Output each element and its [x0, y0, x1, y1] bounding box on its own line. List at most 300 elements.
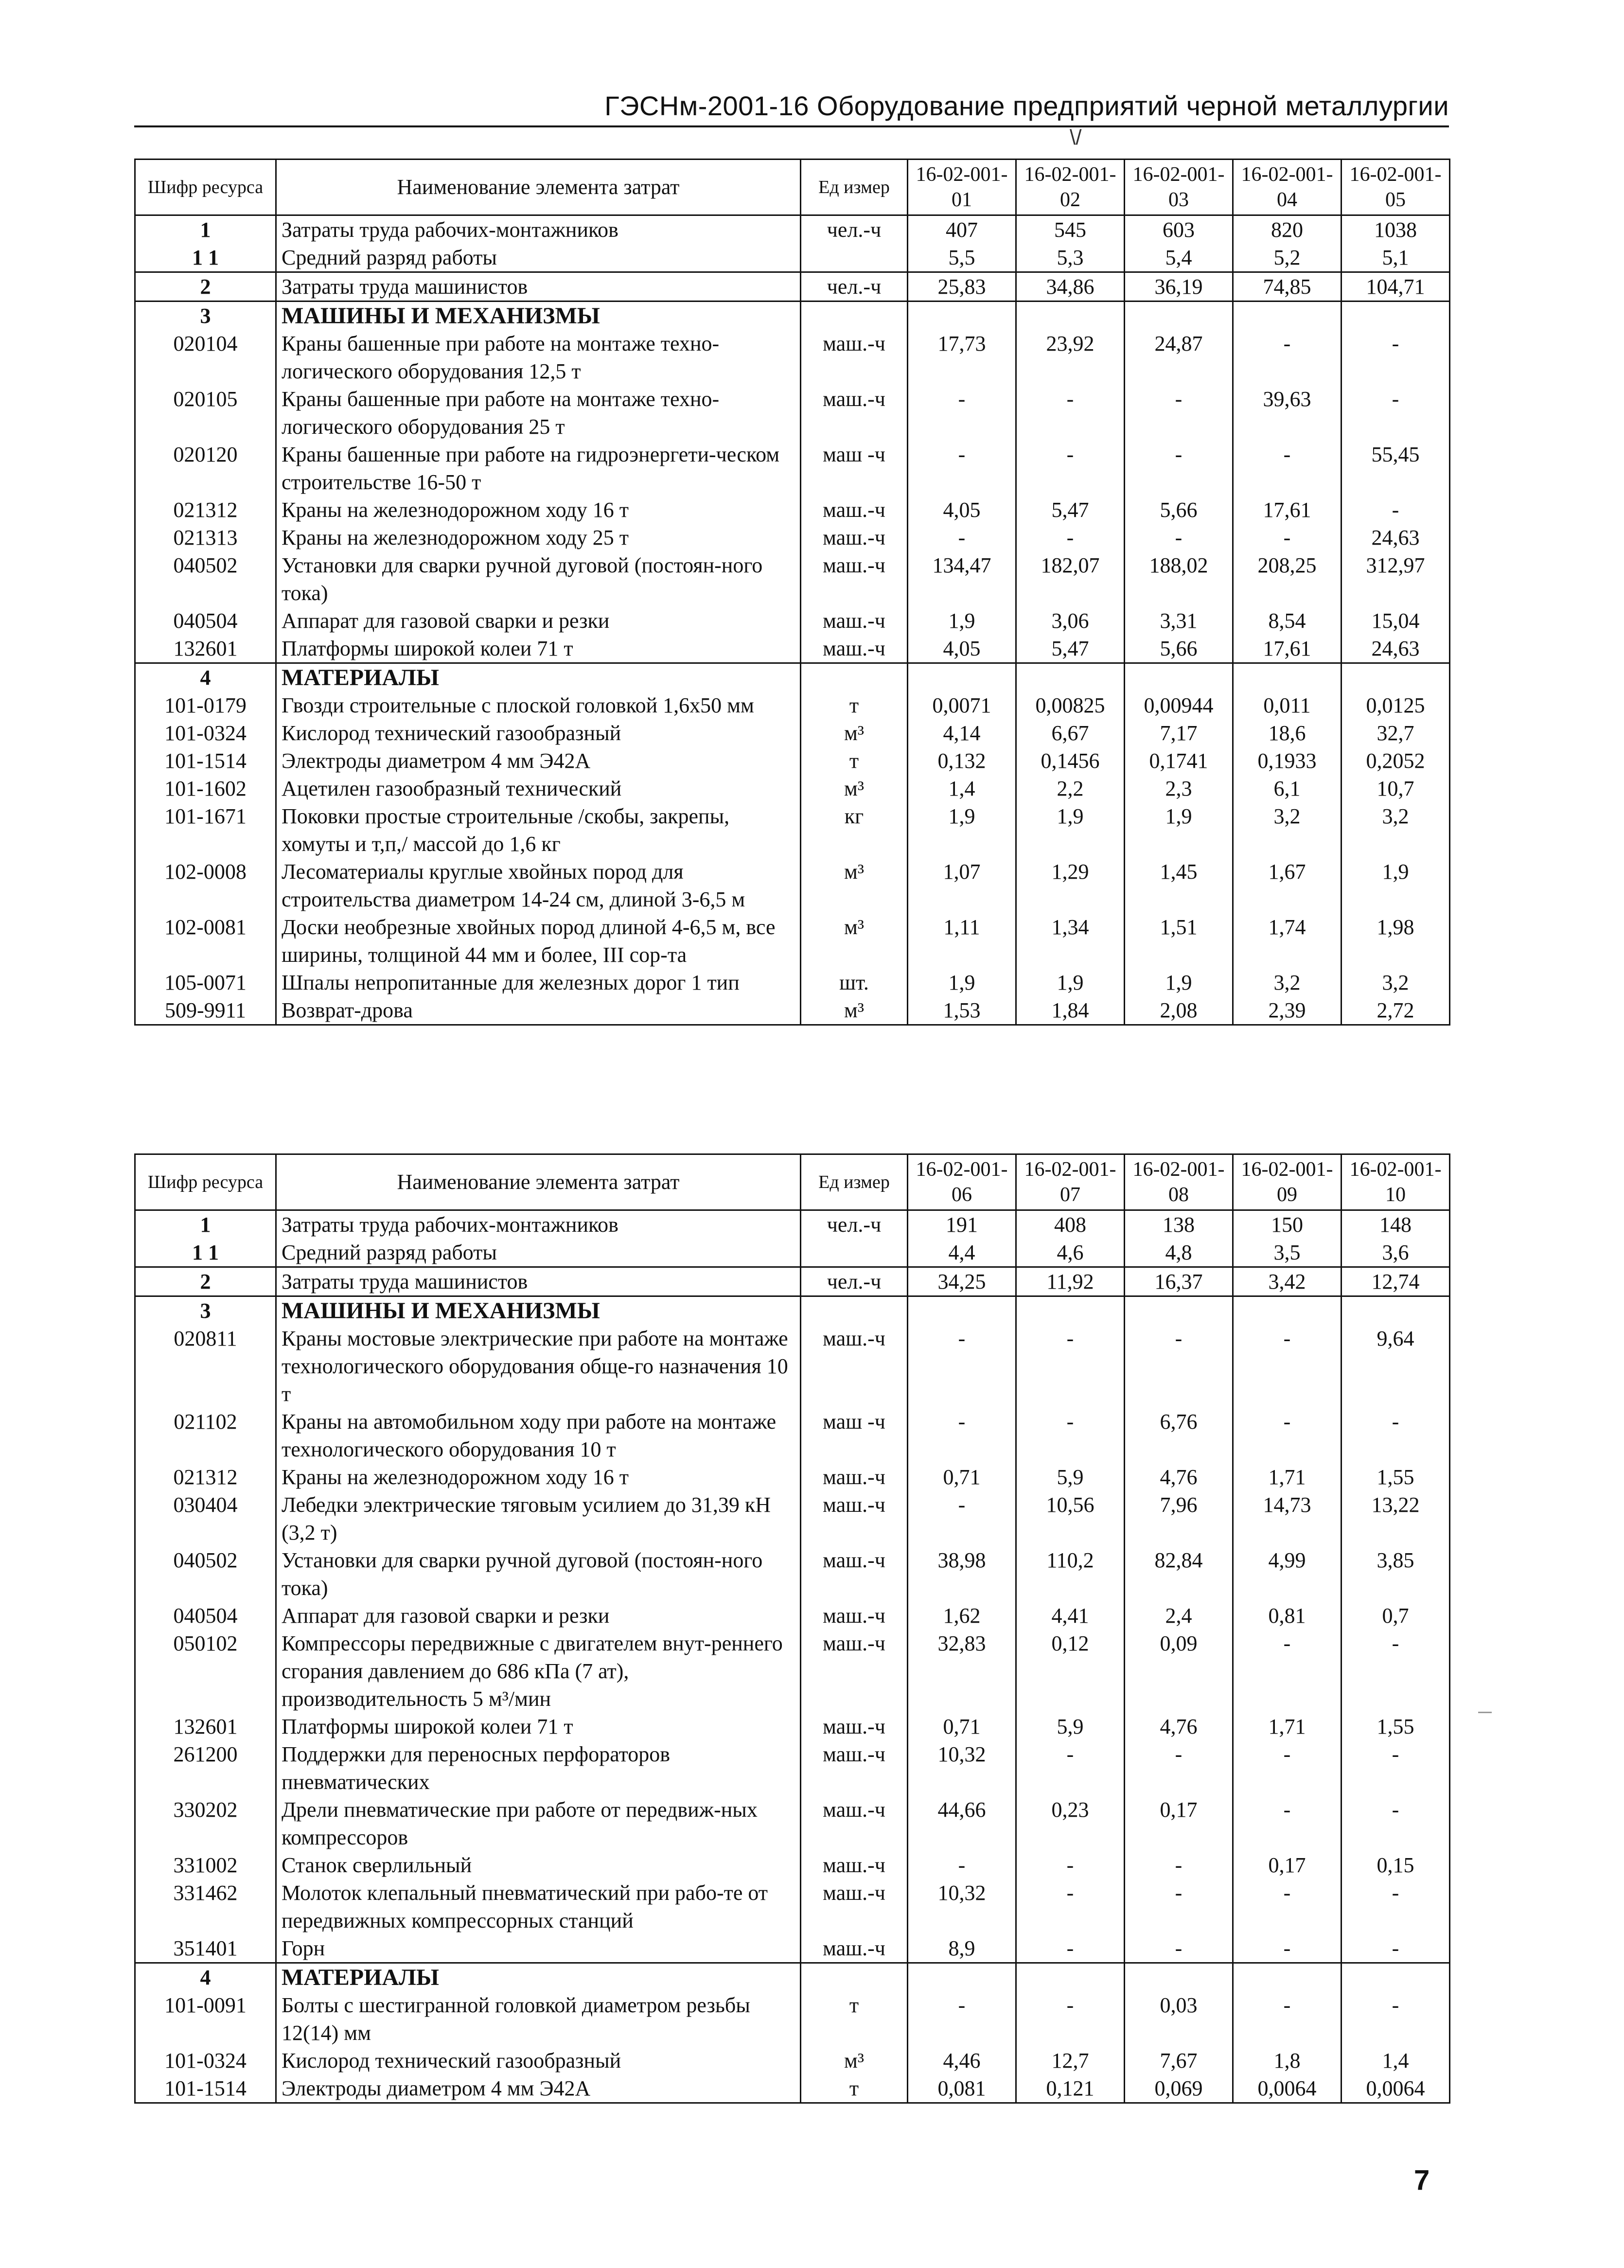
value-cell: 3,85	[1342, 1546, 1450, 1602]
unit-cell: маш.-ч	[801, 1740, 908, 1796]
value-cell	[1125, 301, 1233, 330]
column-header: 16-02-001-02	[1016, 159, 1125, 215]
value-cell: 3,42	[1233, 1267, 1342, 1296]
unit-cell: шт.	[801, 969, 908, 996]
value-cell: 1,11	[908, 913, 1016, 969]
column-header: 16-02-001-08	[1125, 1154, 1233, 1210]
table-row	[135, 1267, 1450, 1296]
value-cell: 5,47	[1016, 496, 1125, 524]
resource-name-cell: Средний разряд работы	[276, 244, 801, 272]
resource-code-cell: 020811	[135, 1325, 276, 1408]
value-cell	[1233, 663, 1342, 692]
value-cell: -	[1342, 1934, 1450, 1963]
value-cell: -	[1016, 385, 1125, 441]
table-row	[135, 775, 1450, 802]
margin-dash	[1478, 1712, 1492, 1713]
table-row	[135, 802, 1450, 858]
value-cell: 4,99	[1233, 1546, 1342, 1602]
resource-name-cell: МАТЕРИАЛЫ	[276, 663, 801, 692]
table-row	[135, 1851, 1450, 1879]
value-cell: 39,63	[1233, 385, 1342, 441]
check-mark: \/	[1070, 125, 1082, 149]
resource-name-cell: МАТЕРИАЛЫ	[276, 1963, 801, 1992]
resource-code-cell: 2	[135, 1267, 276, 1296]
value-cell: -	[1342, 496, 1450, 524]
resource-name-cell: Электроды диаметром 4 мм Э42А	[276, 2074, 801, 2103]
value-cell: 4,76	[1125, 1463, 1233, 1491]
value-cell: -	[908, 524, 1016, 551]
value-cell: 4,4	[908, 1239, 1016, 1267]
unit-cell: м³	[801, 996, 908, 1025]
resource-name-cell: Шпалы непропитанные для железных дорог 1 тип	[276, 969, 801, 996]
value-cell: 5,66	[1125, 496, 1233, 524]
resource-name-cell: Затраты труда машинистов	[276, 272, 801, 301]
value-cell: -	[1342, 385, 1450, 441]
unit-cell: маш.-ч	[801, 1463, 908, 1491]
value-cell: 4,8	[1125, 1239, 1233, 1267]
value-cell: 408	[1016, 1210, 1125, 1239]
unit-cell: т	[801, 1991, 908, 2047]
unit-cell: м³	[801, 858, 908, 913]
value-cell: 134,47	[908, 551, 1016, 607]
value-cell: -	[908, 1491, 1016, 1546]
value-cell: 4,14	[908, 719, 1016, 747]
table-row	[135, 1713, 1450, 1740]
value-cell	[908, 1963, 1016, 1992]
value-cell: 0,2052	[1342, 747, 1450, 775]
value-cell: 110,2	[1016, 1546, 1125, 1602]
unit-cell: маш.-ч	[801, 496, 908, 524]
column-header: Ед измер	[801, 159, 908, 215]
value-cell	[1125, 1296, 1233, 1325]
value-cell: 2,4	[1125, 1602, 1233, 1630]
value-cell: 1038	[1342, 215, 1450, 244]
value-cell: 36,19	[1125, 272, 1233, 301]
table-row	[135, 1210, 1450, 1239]
resource-code-cell: 020105	[135, 385, 276, 441]
table-row	[135, 1325, 1450, 1408]
value-cell	[1125, 663, 1233, 692]
value-cell	[1016, 1963, 1125, 1992]
column-header: Шифр ресурса	[135, 159, 276, 215]
column-header: 16-02-001-10	[1342, 1154, 1450, 1210]
table-row	[135, 607, 1450, 635]
table-row	[135, 2047, 1450, 2074]
value-cell	[1342, 663, 1450, 692]
column-header: 16-02-001-07	[1016, 1154, 1125, 1210]
table-row	[135, 969, 1450, 996]
value-cell: 1,9	[908, 607, 1016, 635]
value-cell: 7,96	[1125, 1491, 1233, 1546]
value-cell: -	[1125, 1879, 1233, 1934]
value-cell: 5,47	[1016, 635, 1125, 663]
value-cell: -	[1016, 1934, 1125, 1963]
value-cell: 55,45	[1342, 441, 1450, 496]
resource-name-cell: Краны на железнодорожном ходу 16 т	[276, 1463, 801, 1491]
value-cell: 4,46	[908, 2047, 1016, 2074]
table-row	[135, 301, 1450, 330]
value-cell: -	[1125, 441, 1233, 496]
table-row	[135, 1546, 1450, 1602]
value-cell: -	[1233, 1796, 1342, 1851]
unit-cell: маш.-ч	[801, 1934, 908, 1963]
value-cell: 0,081	[908, 2074, 1016, 2103]
value-cell: 12,7	[1016, 2047, 1125, 2074]
value-cell: 2,2	[1016, 775, 1125, 802]
value-cell: -	[1233, 1325, 1342, 1408]
resource-code-cell: 021102	[135, 1408, 276, 1463]
value-cell: 0,09	[1125, 1630, 1233, 1713]
value-cell: 0,23	[1016, 1796, 1125, 1851]
value-cell: 1,9	[1125, 802, 1233, 858]
resource-name-cell: Установки для сварки ручной дуговой (постоян-ного тока)	[276, 1546, 801, 1602]
value-cell: 2,72	[1342, 996, 1450, 1025]
value-cell: 11,92	[1016, 1267, 1125, 1296]
value-cell: 0,0125	[1342, 691, 1450, 719]
value-cell	[1125, 1963, 1233, 1992]
value-cell: 3,2	[1233, 802, 1342, 858]
resource-name-cell: МАШИНЫ И МЕХАНИЗМЫ	[276, 301, 801, 330]
value-cell: 3,6	[1342, 1239, 1450, 1267]
resource-code-cell: 102-0008	[135, 858, 276, 913]
value-cell: 8,9	[908, 1934, 1016, 1963]
resource-code-cell: 040502	[135, 1546, 276, 1602]
value-cell: 1,07	[908, 858, 1016, 913]
value-cell: 1,98	[1342, 913, 1450, 969]
value-cell: 0,17	[1233, 1851, 1342, 1879]
resource-code-cell: 351401	[135, 1934, 276, 1963]
value-cell: 0,71	[908, 1713, 1016, 1740]
value-cell: 5,9	[1016, 1463, 1125, 1491]
value-cell: -	[1016, 1408, 1125, 1463]
value-cell: 2,39	[1233, 996, 1342, 1025]
value-cell: 2,08	[1125, 996, 1233, 1025]
value-cell: 17,73	[908, 330, 1016, 385]
value-cell: 1,9	[1125, 969, 1233, 996]
table-row	[135, 635, 1450, 663]
value-cell: 1,53	[908, 996, 1016, 1025]
resource-code-cell: 1	[135, 1210, 276, 1239]
column-header: Наименование элемента затрат	[276, 1154, 801, 1210]
value-cell: -	[1342, 1879, 1450, 1934]
table-row	[135, 1408, 1450, 1463]
resource-code-cell: 3	[135, 1296, 276, 1325]
column-header: 16-02-001-04	[1233, 159, 1342, 215]
value-cell: 0,15	[1342, 1851, 1450, 1879]
value-cell	[1342, 301, 1450, 330]
value-cell: 545	[1016, 215, 1125, 244]
value-cell: -	[1233, 441, 1342, 496]
value-cell: 208,25	[1233, 551, 1342, 607]
unit-cell	[801, 1296, 908, 1325]
value-cell	[1233, 1963, 1342, 1992]
resource-code-cell: 101-1671	[135, 802, 276, 858]
column-header: Наименование элемента затрат	[276, 159, 801, 215]
resource-name-cell: Краны башенные при работе на монтаже техно-логического оборудования 12,5 т	[276, 330, 801, 385]
resource-name-cell: Краны на железнодорожном ходу 16 т	[276, 496, 801, 524]
value-cell: 1,55	[1342, 1713, 1450, 1740]
value-cell: 18,6	[1233, 719, 1342, 747]
value-cell: 0,011	[1233, 691, 1342, 719]
resource-name-cell: Поддержки для переносных перфораторов пневматических	[276, 1740, 801, 1796]
value-cell: -	[1016, 441, 1125, 496]
value-cell: 1,34	[1016, 913, 1125, 969]
resource-name-cell: Краны мостовые электрические при работе на монтаже технологического оборудования обще-го назначения 10 т	[276, 1325, 801, 1408]
value-cell	[1233, 1296, 1342, 1325]
value-cell: 0,0064	[1233, 2074, 1342, 2103]
value-cell: 10,56	[1016, 1491, 1125, 1546]
value-cell: 1,51	[1125, 913, 1233, 969]
value-cell: 10,32	[908, 1740, 1016, 1796]
table-row	[135, 1934, 1450, 1963]
value-cell: 4,41	[1016, 1602, 1125, 1630]
table-header-row	[135, 1154, 1450, 1210]
resource-code-cell: 101-0179	[135, 691, 276, 719]
value-cell	[1342, 1296, 1450, 1325]
resource-name-cell: Средний разряд работы	[276, 1239, 801, 1267]
resource-name-cell: Кислород технический газообразный	[276, 2047, 801, 2074]
table-row	[135, 719, 1450, 747]
value-cell: 8,54	[1233, 607, 1342, 635]
value-cell: 5,5	[908, 244, 1016, 272]
table-row	[135, 747, 1450, 775]
value-cell: -	[908, 1851, 1016, 1879]
value-cell: -	[1233, 1740, 1342, 1796]
value-cell: 138	[1125, 1210, 1233, 1239]
value-cell: 24,63	[1342, 524, 1450, 551]
value-cell: 148	[1342, 1210, 1450, 1239]
value-cell: 1,45	[1125, 858, 1233, 913]
unit-cell: маш.-ч	[801, 635, 908, 663]
unit-cell: чел.-ч	[801, 272, 908, 301]
value-cell: -	[1125, 1851, 1233, 1879]
table-row	[135, 1991, 1450, 2047]
unit-cell	[801, 1963, 908, 1992]
value-cell: 15,04	[1342, 607, 1450, 635]
value-cell: 24,63	[1342, 635, 1450, 663]
table-row	[135, 1491, 1450, 1546]
value-cell: -	[1233, 1879, 1342, 1934]
unit-cell: маш -ч	[801, 1408, 908, 1463]
unit-cell: маш.-ч	[801, 1602, 908, 1630]
resource-table-1	[134, 159, 1450, 1026]
value-cell: -	[1016, 1325, 1125, 1408]
unit-cell: м³	[801, 2047, 908, 2074]
table-row	[135, 551, 1450, 607]
value-cell: -	[1016, 1991, 1125, 2047]
column-header: 16-02-001-06	[908, 1154, 1016, 1210]
value-cell: 7,17	[1125, 719, 1233, 747]
unit-cell: маш -ч	[801, 441, 908, 496]
column-header: Шифр ресурса	[135, 1154, 276, 1210]
value-cell: 1,29	[1016, 858, 1125, 913]
value-cell: -	[1342, 1408, 1450, 1463]
value-cell: 191	[908, 1210, 1016, 1239]
value-cell: -	[1233, 1630, 1342, 1713]
table-row	[135, 1796, 1450, 1851]
value-cell: 3,06	[1016, 607, 1125, 635]
resource-code-cell: 101-0324	[135, 2047, 276, 2074]
unit-cell: маш.-ч	[801, 1796, 908, 1851]
resource-code-cell: 021313	[135, 524, 276, 551]
table-row	[135, 330, 1450, 385]
resource-name-cell: Ацетилен газообразный технический	[276, 775, 801, 802]
resource-name-cell: Затраты труда машинистов	[276, 1267, 801, 1296]
value-cell: 1,84	[1016, 996, 1125, 1025]
resource-code-cell: 509-9911	[135, 996, 276, 1025]
resource-name-cell: Дрели пневматические при работе от передвиж-ных компрессоров	[276, 1796, 801, 1851]
value-cell: 44,66	[908, 1796, 1016, 1851]
value-cell: -	[1342, 1630, 1450, 1713]
value-cell: -	[1125, 1740, 1233, 1796]
value-cell: -	[1016, 1851, 1125, 1879]
value-cell	[1233, 301, 1342, 330]
value-cell: -	[908, 385, 1016, 441]
table-row	[135, 385, 1450, 441]
value-cell: 0,71	[908, 1463, 1016, 1491]
table-row	[135, 858, 1450, 913]
resource-code-cell: 331462	[135, 1879, 276, 1934]
value-cell: 0,0071	[908, 691, 1016, 719]
unit-cell: маш.-ч	[801, 551, 908, 607]
resource-name-cell: Установки для сварки ручной дуговой (постоян-ного тока)	[276, 551, 801, 607]
value-cell: 3,2	[1342, 802, 1450, 858]
resource-code-cell: 132601	[135, 1713, 276, 1740]
resource-name-cell: Кислород технический газообразный	[276, 719, 801, 747]
value-cell: 17,61	[1233, 496, 1342, 524]
value-cell: 0,7	[1342, 1602, 1450, 1630]
value-cell: 5,2	[1233, 244, 1342, 272]
unit-cell: т	[801, 747, 908, 775]
value-cell: -	[908, 441, 1016, 496]
table-row	[135, 1879, 1450, 1934]
resource-code-cell: 101-0324	[135, 719, 276, 747]
value-cell: 10,32	[908, 1879, 1016, 1934]
unit-cell: т	[801, 2074, 908, 2103]
value-cell: -	[1016, 524, 1125, 551]
value-cell: 10,7	[1342, 775, 1450, 802]
resource-name-cell: Краны башенные при работе на гидроэнергети-ческом строительстве 16-50 т	[276, 441, 801, 496]
value-cell	[908, 663, 1016, 692]
resource-code-cell: 101-0091	[135, 1991, 276, 2047]
resource-code-cell: 040504	[135, 1602, 276, 1630]
value-cell: 1,4	[1342, 2047, 1450, 2074]
value-cell: 6,76	[1125, 1408, 1233, 1463]
value-cell: 5,9	[1016, 1713, 1125, 1740]
resource-name-cell: Аппарат для газовой сварки и резки	[276, 607, 801, 635]
value-cell: 603	[1125, 215, 1233, 244]
value-cell: -	[1233, 1934, 1342, 1963]
resource-code-cell: 021312	[135, 496, 276, 524]
value-cell: 104,71	[1342, 272, 1450, 301]
value-cell: -	[1016, 1740, 1125, 1796]
value-cell: 5,3	[1016, 244, 1125, 272]
value-cell: 150	[1233, 1210, 1342, 1239]
value-cell: 0,1741	[1125, 747, 1233, 775]
resource-code-cell: 101-1514	[135, 2074, 276, 2103]
value-cell: 3,2	[1342, 969, 1450, 996]
resource-name-cell: Затраты труда рабочих-монтажников	[276, 215, 801, 244]
value-cell	[1016, 301, 1125, 330]
value-cell: -	[1125, 1934, 1233, 1963]
value-cell	[908, 1296, 1016, 1325]
resource-code-cell: 040504	[135, 607, 276, 635]
resource-name-cell: Возврат-дрова	[276, 996, 801, 1025]
resource-name-cell: Болты с шестигранной головкой диаметром резьбы 12(14) мм	[276, 1991, 801, 2047]
value-cell: 6,67	[1016, 719, 1125, 747]
value-cell: 0,121	[1016, 2074, 1125, 2103]
column-header: 16-02-001-03	[1125, 159, 1233, 215]
resource-name-cell: Компрессоры передвижные с двигателем внут-реннего сгорания давлением до 686 кПа (7 ат), производительность 5 м³/мин	[276, 1630, 801, 1713]
value-cell: 0,00944	[1125, 691, 1233, 719]
value-cell: 4,05	[908, 496, 1016, 524]
resource-name-cell: Краны башенные при работе на монтаже техно-логического оборудования 25 т	[276, 385, 801, 441]
resource-code-cell: 101-1602	[135, 775, 276, 802]
value-cell: 74,85	[1233, 272, 1342, 301]
value-cell: 407	[908, 215, 1016, 244]
value-cell: -	[1125, 524, 1233, 551]
value-cell: -	[1233, 1991, 1342, 2047]
resource-name-cell: Электроды диаметром 4 мм Э42А	[276, 747, 801, 775]
value-cell: 0,17	[1125, 1796, 1233, 1851]
column-header: 16-02-001-09	[1233, 1154, 1342, 1210]
resource-code-cell: 4	[135, 1963, 276, 1992]
value-cell: 1,55	[1342, 1463, 1450, 1491]
resource-code-cell: 1 1	[135, 244, 276, 272]
resource-name-cell: Затраты труда рабочих-монтажников	[276, 1210, 801, 1239]
value-cell: 2,3	[1125, 775, 1233, 802]
resource-code-cell: 102-0081	[135, 913, 276, 969]
value-cell: 9,64	[1342, 1325, 1450, 1408]
resource-name-cell: Краны на железнодорожном ходу 25 т	[276, 524, 801, 551]
unit-cell	[801, 1239, 908, 1267]
value-cell: -	[1233, 1408, 1342, 1463]
unit-cell: маш.-ч	[801, 385, 908, 441]
table-row	[135, 524, 1450, 551]
table-row	[135, 663, 1450, 692]
table-row	[135, 2074, 1450, 2103]
value-cell: -	[1125, 1325, 1233, 1408]
page-number: 7	[1414, 2164, 1430, 2196]
value-cell: -	[1125, 385, 1233, 441]
value-cell: 32,7	[1342, 719, 1450, 747]
value-cell: 24,87	[1125, 330, 1233, 385]
value-cell: 820	[1233, 215, 1342, 244]
value-cell: 12,74	[1342, 1267, 1450, 1296]
unit-cell: маш.-ч	[801, 524, 908, 551]
value-cell: 34,25	[908, 1267, 1016, 1296]
value-cell: 5,1	[1342, 244, 1450, 272]
unit-cell: маш.-ч	[801, 1491, 908, 1546]
value-cell: 1,9	[908, 969, 1016, 996]
value-cell: 0,00825	[1016, 691, 1125, 719]
value-cell: 82,84	[1125, 1546, 1233, 1602]
resource-code-cell: 030404	[135, 1491, 276, 1546]
unit-cell: т	[801, 691, 908, 719]
resource-code-cell: 331002	[135, 1851, 276, 1879]
unit-cell: м³	[801, 719, 908, 747]
resource-name-cell: МАШИНЫ И МЕХАНИЗМЫ	[276, 1296, 801, 1325]
value-cell: 1,9	[1342, 858, 1450, 913]
value-cell: 1,62	[908, 1602, 1016, 1630]
resource-name-cell: Молоток клепальный пневматический при рабо-те от передвижных компрессорных станций	[276, 1879, 801, 1934]
value-cell: 0,12	[1016, 1630, 1125, 1713]
resource-code-cell: 1	[135, 215, 276, 244]
value-cell	[1342, 1963, 1450, 1992]
table-row	[135, 691, 1450, 719]
value-cell: 0,0064	[1342, 2074, 1450, 2103]
column-header: 16-02-001-05	[1342, 159, 1450, 215]
